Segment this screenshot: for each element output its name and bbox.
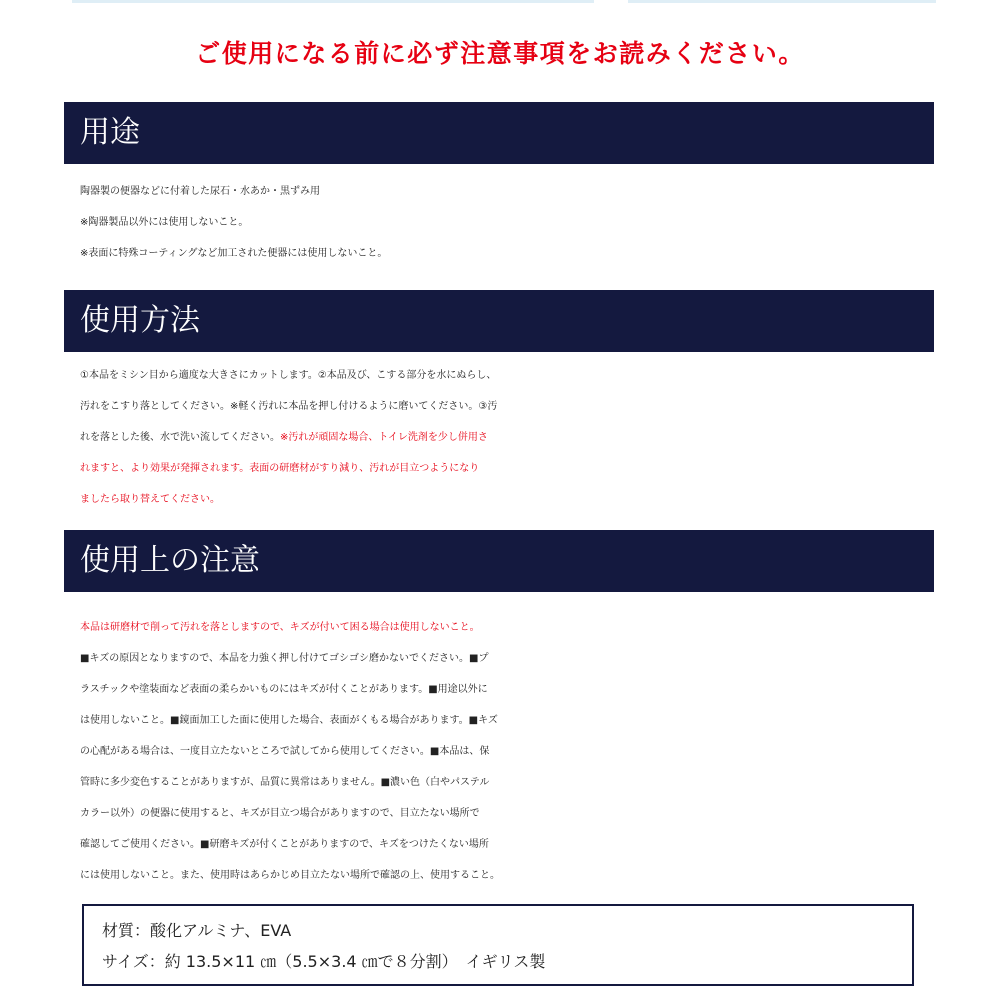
caution-line: カラー以外）の便器に使用すると、キズが目立つ場合がありますので、目立たない場所で	[80, 808, 480, 819]
caution-line: は使用しないこと。■鏡面加工した面に使用した場合、表面がくもる場合があります。■キズ	[80, 715, 498, 726]
method-line-text: れを落とした後、水で洗い流してください。	[80, 432, 280, 443]
caution-line: ラスチックや塗装面など表面の柔らかいものにはキズが付くことがあります。■用途以外に	[80, 684, 488, 695]
material-spec: 材質：酸化アルミナ、EVA	[102, 921, 292, 940]
notice-heading: ご使用になる前に必ず注意事項をお読みください。	[195, 39, 805, 68]
caution-line: ■キズの原因となりますので、本品を力強く押し付けてゴシゴシ磨かないでください。■プ	[80, 653, 489, 664]
caution-text	[80, 612, 940, 891]
caution-line: の心配がある場合は、一度目立たないところで試してから使用してください。■本品は、保	[80, 746, 490, 757]
size-spec: サイズ：約 13.5×11 ㎝（5.5×3.4 ㎝で８分割） イギリス製	[102, 952, 546, 971]
caution-line: 管時に多少変色することがありますが、品質に異常はありません。■濃い色（白やパステル	[80, 777, 490, 788]
top-divider-left	[72, 0, 594, 3]
usage-line: 陶器製の便器などに付着した尿石・水あか・黒ずみ用	[80, 186, 320, 197]
spec-box	[82, 904, 914, 986]
caution-line: 確認してご使用ください。■研磨キズが付くことがありますので、キズをつけたくない場所	[80, 839, 489, 850]
method-line	[80, 422, 940, 453]
caution-line: には使用しないこと。また、使用時はあらかじめ目立たない場所で確認の上、使用すること。	[80, 870, 500, 881]
section-header-usage: 用途	[64, 102, 934, 164]
usage-line: ※陶器製品以外には使用しないこと。	[80, 217, 249, 228]
section-header-caution: 使用上の注意	[64, 530, 934, 592]
top-divider-right	[628, 0, 936, 3]
method-warning-line: ましたら取り替えてください。	[80, 494, 220, 505]
method-line: 汚れをこすり落としてください。※軽く汚れに本品を押し付けるように磨いてください。③汚	[80, 401, 498, 412]
usage-line: ※表面に特殊コーティングなど加工された便器には使用しないこと。	[80, 248, 388, 259]
usage-text	[80, 176, 940, 269]
caution-warning-line: 本品は研磨材で削って汚れを落としますので、キズが付いて困る場合は使用しないこと。	[80, 622, 480, 633]
method-warning-text: ※汚れが頑固な場合、トイレ洗剤を少し併用さ	[280, 432, 488, 443]
method-line: ①本品をミシン目から適度な大きさにカットします。②本品及び、こする部分を水にぬらし、	[80, 370, 497, 381]
method-text	[80, 360, 940, 515]
method-warning-line: れますと、より効果が発揮されます。表面の研磨材がすり減り、汚れが目立つようになり	[80, 463, 480, 474]
section-header-method: 使用方法	[64, 290, 934, 352]
